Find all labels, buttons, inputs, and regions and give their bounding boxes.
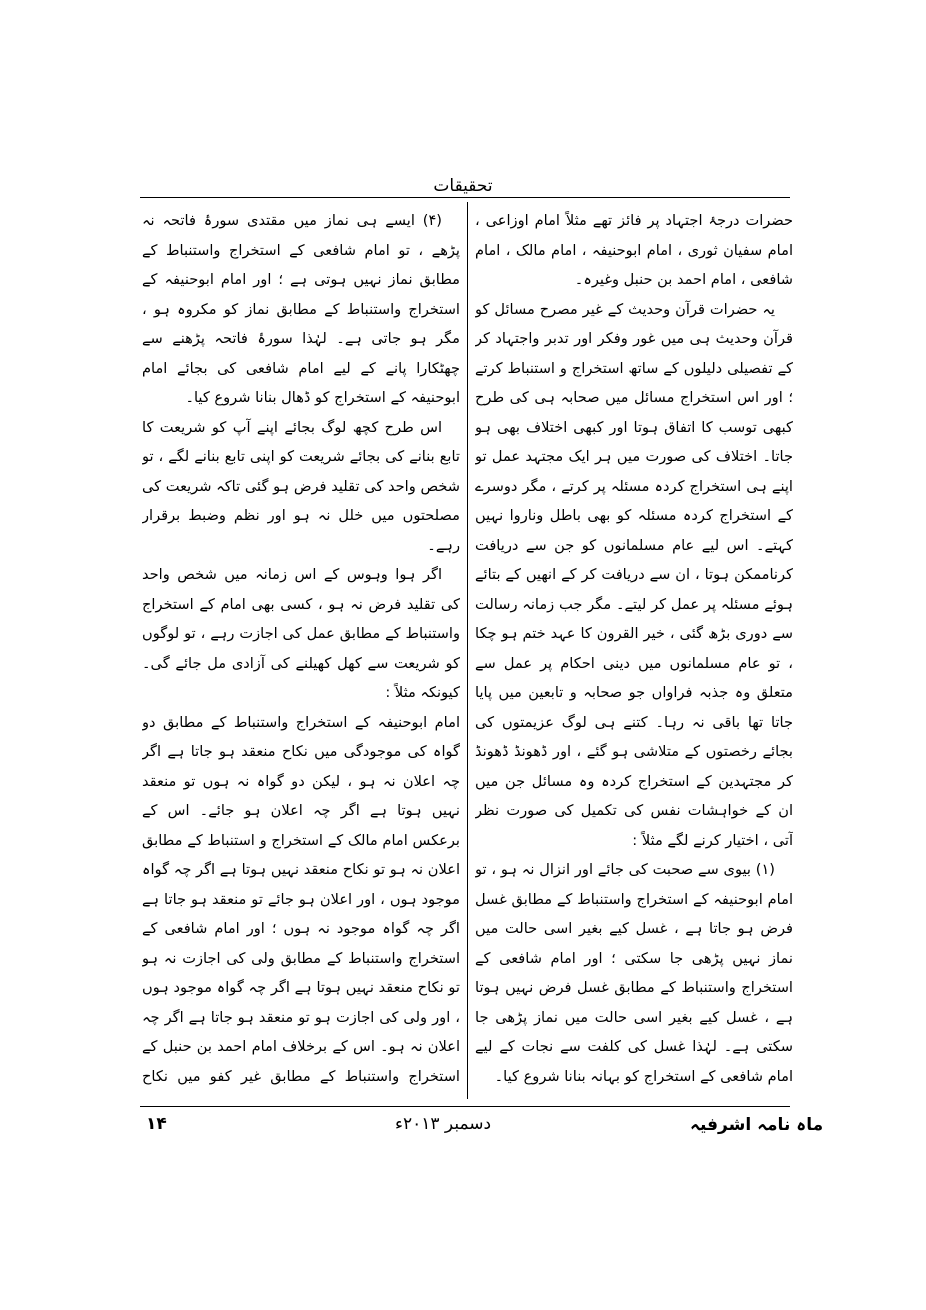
paragraph: (۱) بیوی سے صحبت کی جائے اور انزال نہ ہو ، تو امام ابوحنیفہ کے استخراج واستنباط کے مطابق غسل فرض ہو جاتا ہے ، غسل کیے بغیر اسی حالت میں نماز نہیں پڑھی جا سکتی ؛ اور امام شافعی کے استخراج واستنباط کے مطابق غسل فرض نہیں ہوتا ہے ، غسل کیے بغیر اسی حالت میں نماز پڑھی جا سکتی ہے۔ لہٰذا غسل کی کلفت سے نجات کے لیے امام شافعی کے استخراج کو بہانہ بنانا شروع کیا۔ (475, 861, 793, 1085)
magazine-name: ماہ نامہ اشرفیہ (690, 1115, 824, 1135)
paragraph (475, 1091, 793, 1096)
running-header: تحقیقات (433, 176, 493, 196)
paragraph: یہ حضرات قرآن وحدیث کے غیر مصرح مسائل کو قرآن وحدیث ہی میں غور وفکر اور تدبر واجتہاد کر کے تفصیلی دلیلوں کے ساتھ استخراج و استنباط کرتے ؛ اور اس استخراج مسائل میں صحابہ ہی کی طرح کبھی توسب کا اتفاق ہوتا اور کبھی اختلاف بھی ہو جاتا۔ اختلاف کی صورت میں ہر ایک مجتہد عمل تو اپنے ہی استخراج کردہ مسئلہ پر کرتے ، مگر دوسرے کے استخراج کردہ مسئلہ کو بھی باطل وناروا نہیں کہتے۔ اس لیے عام مسلمانوں کو جن سے دریافت کرناممکن ہوتا ، ان سے دریافت کر کے انھیں کے بتائے ہوئے مسئلہ پر عمل کر لیتے۔ مگر جب زمانہ رسالت سے دوری بڑھ گئی ، خیر القرون کا عہد ختم ہو چکا ، تو عام مسلمانوں میں دینی احکام پر عمل سے متعلق وہ جذبہ فراواں جو صحابہ و تابعین میں پایا جاتا تھا باقی نہ رہا۔ کتنے ہی لوگ عزیمتوں کی بجائے رخصتوں کے متلاشی ہو گئے ، اور ڈھونڈ ڈھونڈ کر مجتہدین کے استخراج کردہ وہ مسائل جن میں ان کے خواہشات نفس کی تکمیل کی صورت نظر آتی ، اختیار کرنے لگے مثلاً : (475, 300, 793, 849)
right-column (475, 206, 793, 1096)
paragraph: امام ابوحنیفہ کے استخراج واستنباط کے مطابق دو گواہ کی موجودگی میں نکاح منعقد ہو جاتا ہے اگر چہ اعلان نہ ہو ، لیکن دو گواہ نہ ہوں تو منعقد نہیں ہوتا ہے اگر چہ اعلان ہو جائے۔ اس کے برعکس امام مالک کے استخراج و استنباط کے مطابق اعلان نہ ہو تو نکاح منعقد نہیں ہوتا ہے اگر چہ گواہ موجود ہوں ، اور اعلان ہو جائے تو منعقد ہو جاتا ہے اگر چہ گواہ موجود نہ ہوں ؛ اور امام شافعی کے استخراج واستنباط کے مطابق ولی کی اجازت نہ ہو تو نکاح منعقد نہیں ہوتا ہے اگر چہ گواہ موجود ہوں ، اور ولی کی اجازت ہو تو منعقد ہو جاتا ہے اگر چہ اعلان نہ ہو۔ اس کے برخلاف امام احمد بن حنبل کے استخراج واستنباط کے مطابق غیر کفو میں نکاح (142, 713, 460, 1085)
paragraph: اگر ہوا وہوس کے اس زمانہ میں شخص واحد کی تقلید فرض نہ ہو ، کسی بھی امام کے استخراج واستنباط کے مطابق عمل کی اجازت رہے ، تو لوگوں کو شریعت سے کھل کھیلنے کی آزادی مل جائے گی۔ کیونکہ مثلاً : (142, 566, 460, 701)
paragraph: اس طرح کچھ لوگ بجائے اپنے آپ کو شریعت کا تابع بنانے کی بجائے شریعت کو اپنی تابع بنانے لگے ، تو شخص واحد کی تقلید فرض ہو گئی تاکہ شریعت کی مصلحتوں میں خلل نہ ہو اور نظم وضبط برقرار رہے۔ (142, 418, 460, 554)
left-column (142, 206, 460, 1096)
column-divider (467, 202, 468, 1099)
issue-date: دسمبر ۲۰۱۳ء (395, 1114, 492, 1134)
paragraph: (۴) ایسے ہی نماز میں مقتدی سورۂ فاتحہ نہ پڑھے ، تو امام شافعی کے استخراج واستنباط کے مطابق نماز نہیں ہوتی ہے ؛ اور امام ابوحنیفہ کے استخراج واستنباط کے مطابق نماز کو مکروہ ہو ، مگر ہو جاتی ہے۔ لہٰذا سورۂ فاتحہ پڑھنے سے چھٹکارا پانے کے لیے امام شافعی کی بجائے امام ابوحنیفہ کے استخراج کو ڈھال بنانا شروع کیا۔ (142, 212, 460, 406)
page-number: ۱۴ (146, 1114, 167, 1134)
footer-rule (140, 1106, 790, 1107)
paragraph: حضرات درجۂ اجتہاد پر فائز تھے مثلاً امام اوزاعی ، امام سفیان ثوری ، امام ابوحنیفہ ، امام مالک ، امام شافعی ، امام احمد بن حنبل وغیرہ۔ (475, 212, 793, 288)
header-rule (140, 197, 790, 198)
